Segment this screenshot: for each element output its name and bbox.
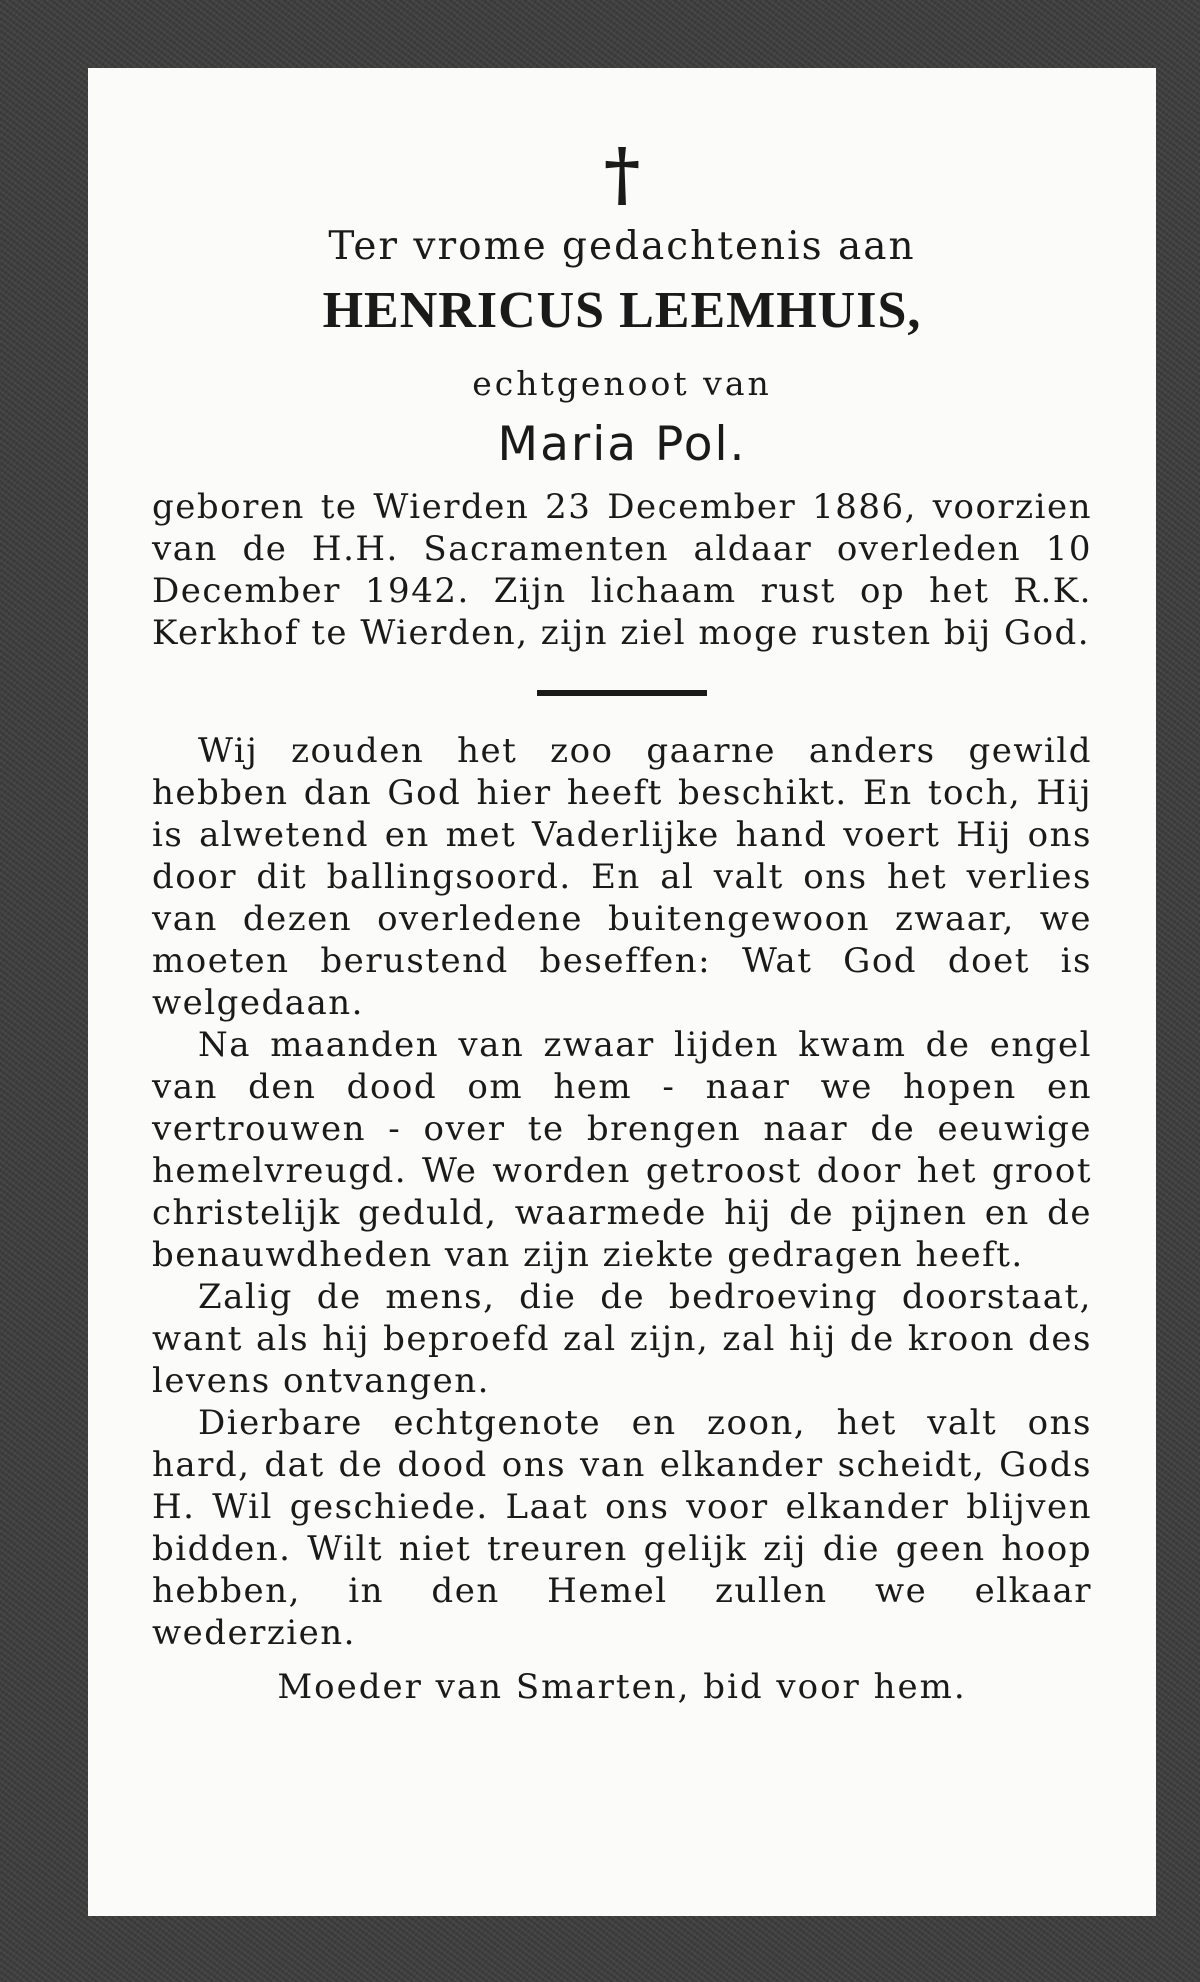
paragraph-1: Wij zouden het zoo gaarne anders gewild hebben dan God hier heeft beschikt. En toch, Hij is alwetend en met Vaderlijke hand voert Hij ons door dit ballingsoord. En al valt ons het verlies van dezen overledene buitengewoon zwaar, we moeten berustend beseffen: Wat God doet is welgedaan. bbox=[152, 731, 1092, 1023]
cross-icon: † bbox=[603, 132, 641, 215]
card-content bbox=[152, 132, 1092, 1708]
paragraph-4: Dierbare echtgenote en zoon, het valt ons hard, dat de dood ons van elkander scheidt, Gods H. Wil geschiede. Laat ons voor elkander blijven bidden. Wilt niet treuren gelijk zij die geen hoop hebben, in den Hemel zullen we elkaar wederzien. bbox=[152, 1403, 1092, 1653]
divider-rule bbox=[537, 690, 707, 696]
dedication-line: Ter vrome gedachtenis aan bbox=[328, 224, 916, 269]
biography-text: geboren te Wierden 23 December 1886, voorzien van de H.H. Sacramenten aldaar overleden 10 December 1942. Zijn lichaam rust op het R.K. Kerkhof te Wierden, zijn ziel moge rusten bij God. bbox=[152, 487, 1092, 653]
paragraph-3: Zalig de mens, die de bedroeving doorstaat, want als hij beproefd zal zijn, zal hij de kroon des levens ontvangen. bbox=[152, 1277, 1092, 1401]
spouse-relation: echtgenoot van bbox=[472, 364, 772, 403]
memorial-card bbox=[88, 68, 1156, 1916]
paragraph-2: Na maanden van zwaar lijden kwam de engel van den dood om hem - naar we hopen en vertrouwen - over te brengen naar de eeuwige hemelvreugd. We worden getroost door het groot christelijk geduld, waarmede hij de pijnen en de benauwdheden van zijn ziekte gedragen heeft. bbox=[152, 1025, 1092, 1275]
spouse-name: Maria Pol. bbox=[497, 417, 747, 472]
closing-prayer: Moeder van Smarten, bid voor hem. bbox=[277, 1667, 967, 1707]
deceased-name: HENRICUS LEEMHUIS, bbox=[322, 282, 922, 339]
